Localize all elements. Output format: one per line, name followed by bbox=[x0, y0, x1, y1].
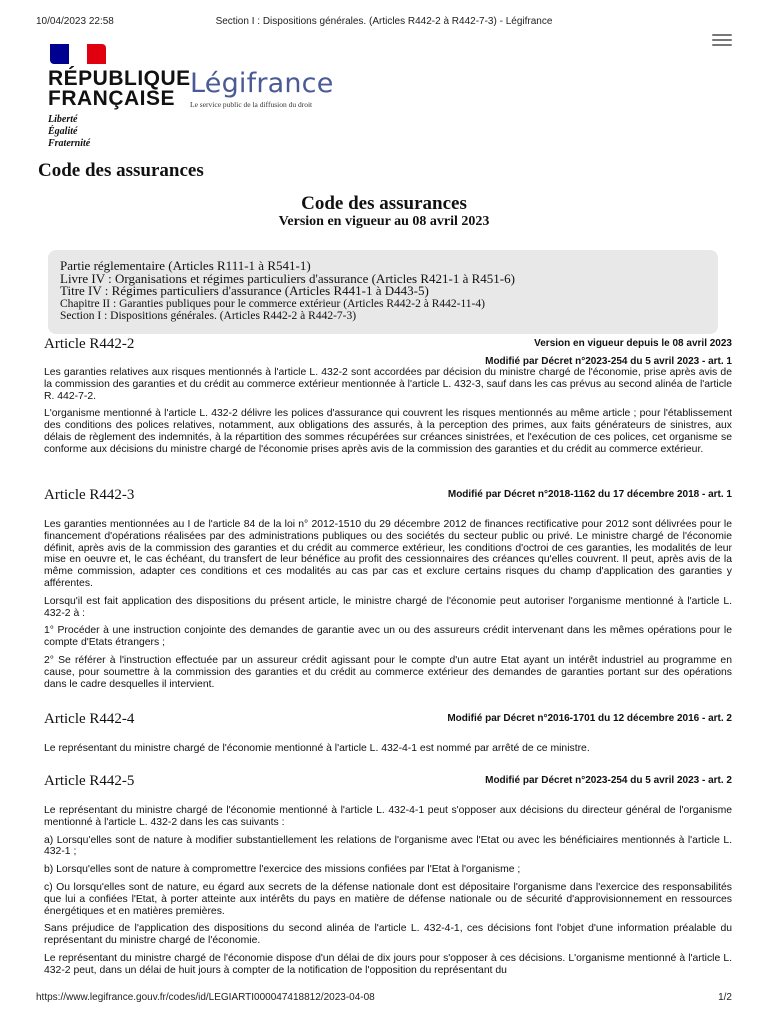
rf-wordmark: RÉPUBLIQUE FRANÇAISE bbox=[48, 67, 191, 110]
article-paragraph: Le représentant du ministre chargé de l'économie mentionné à l'article L. 432-4-1 est nommé par arrêté de ce ministre. bbox=[44, 743, 590, 754]
article-title: Article R442-2 bbox=[44, 336, 135, 352]
article-title: Article R442-5 bbox=[44, 773, 135, 789]
article-paragraph: b) Lorsqu'elles sont de nature à compromettre l'exercice des missions confiées par l'Etat à l'organisme ; bbox=[44, 864, 521, 876]
article-paragraph: Sans préjudice de l'application des dispositions du second alinéa de l'article L. 432-4-1, ces décisions font l'objet d'une information préalable du représentant du ministre chargé de l'économie. bbox=[44, 923, 732, 947]
print-footer bbox=[36, 992, 732, 1003]
print-header bbox=[36, 16, 732, 27]
article-paragraph: 1° Procéder à une instruction conjointe des demandes de garantie avec un ou des assureurs crédit intervenant dans les mêmes opérations pour le compte d'Etats étrangers ; bbox=[44, 625, 732, 649]
breadcrumb-item-livre[interactable]: Livre IV : Organisations et régimes particuliers d'assurance (Articles R421-1 à R451-6) bbox=[60, 270, 515, 286]
site-tagline: Le service public de la diffusion du droit bbox=[190, 100, 313, 109]
article bbox=[44, 773, 732, 977]
article-title: Article R442-4 bbox=[44, 711, 135, 727]
breadcrumb-item-chapitre[interactable]: Chapitre II : Garanties publiques pour le commerce extérieur (Articles R442-2 à R442-11-4) bbox=[60, 297, 485, 310]
legifrance-logo[interactable] bbox=[190, 68, 334, 109]
article-modified-link[interactable]: Modifié par Décret n°2018-1162 du 17 décembre 2018 - art. 1 bbox=[447, 489, 732, 500]
article-paragraph: L'organisme mentionné à l'article L. 432-2 délivre les polices d'assurance qui couvrent les risques mentionnés au même article ; pour l'établissement des conditions des polices relatives, notamment, aux obligations des assurés, à la perception des primes, aux faits générateurs de sinistres, aux délais de règlement des indemnités, à la répartition des sommes récupérées sur créances sinistrées, et l'exécution de ces polices, cet organisme se conforme aux décisions du ministre chargé de l'économie prises après avis de la commission des garanties et du crédit au commerce extérieur. bbox=[44, 408, 732, 455]
article-paragraph: c) Ou lorsqu'elles sont de nature, eu égard aux secrets de la défense nationale dont est dépositaire l'organisme dans l'exercice des responsabilités que lui a confiées l'Etat, à porter atteinte aux intérêts du pays en matière de défense nationale ou de sécurité d'approvisionnement en ressources énergétiques et en matières premières. bbox=[44, 881, 732, 917]
print-page-number: 1/2 bbox=[718, 992, 732, 1003]
site-name: Légifrance bbox=[190, 68, 334, 99]
article-title: Article R442-3 bbox=[44, 487, 135, 503]
document-version: Version en vigueur au 08 avril 2023 bbox=[278, 214, 490, 229]
article bbox=[44, 336, 732, 462]
article-paragraph: 2° Se référer à l'instruction effectuée par un assureur crédit agissant pour le compte d'un autre Etat ayant un intérêt industriel au programme en cause, pour soumettre à la commission des garanties et du crédit au commerce extérieur des demandes de garanties portant sur des opérations dans le cadre desquelles il intervient. bbox=[44, 654, 732, 690]
article-paragraph: a) Lorsqu'elles sont de nature à modifier substantiellement les relations de l'organisme avec l'Etat ou avec les bénéficiaires mentionnés à l'article L. 432-1 ; bbox=[44, 834, 732, 858]
devise: Liberté Égalité Fraternité bbox=[48, 114, 91, 149]
document-title: Code des assurances bbox=[301, 193, 467, 214]
article-version: Version en vigueur depuis le 08 avril 2023 bbox=[534, 338, 732, 349]
article-paragraph: Lorsqu'il est fait application des dispositions du présent article, le ministre chargé de l'économie peut autoriser l'organisme mentionné à l'article L. 432-2 à : bbox=[44, 595, 732, 619]
article-paragraph: Le représentant du ministre chargé de l'économie dispose d'un délai de dix jours pour s'opposer à ces décisions. L'organisme mentionné à l'article L. 432-2 peut, dans un délai de huit jours à compter de la notification de l'opposition du représentant du bbox=[44, 952, 732, 976]
article-modified-link[interactable]: Modifié par Décret n°2016-1701 du 12 décembre 2016 - art. 2 bbox=[447, 713, 732, 724]
breadcrumb-item-partie[interactable]: Partie réglementaire (Articles R111-1 à R541-1) bbox=[60, 258, 311, 273]
article-paragraph: Les garanties mentionnées au I de l'article 84 de la loi n° 2012-1510 du 29 décembre 2012 de finances rectificative pour 2012 sont délivrées pour le financement d'opérations réalisées par des administrations publiques ou des sociétés du secteur public ou privé. Le ministre chargé de l'économie définit, après avis de la commission des garanties et du crédit au commerce extérieur, les conditions d'octroi de ces garanties, les modalités de leur mise en oeuvre et, le cas échéant, du transfert de leur bénéfice au profit des cessionnaires des créances qu'elles couvrent. Il peut, après avis de la même commission, adapter ces conditions et ces modalités au cas par cas et exclure certains risques du champ d'application des garanties y afférentes. bbox=[44, 519, 732, 589]
article-modified-link[interactable]: Modifié par Décret n°2023-254 du 5 avril 2023 - art. 1 bbox=[485, 356, 732, 367]
breadcrumb-item-titre[interactable]: Titre IV : Régimes particuliers d'assurance (Articles R441-1 à D443-5) bbox=[60, 283, 429, 298]
print-page-title: Section I : Dispositions générales. (Articles R442-2 à R442-7-3) - Légifrance bbox=[215, 16, 553, 27]
print-datetime: 10/04/2023 22:58 bbox=[36, 16, 114, 27]
marianne-flag-icon bbox=[50, 44, 106, 64]
breadcrumb bbox=[48, 250, 718, 334]
breadcrumb-item-section[interactable]: Section I : Dispositions générales. (Articles R442-2 à R442-7-3) bbox=[60, 310, 357, 322]
code-heading: Code des assurances bbox=[38, 160, 204, 181]
article-paragraph: Le représentant du ministre chargé de l'économie mentionné à l'article L. 432-4-1 peut s'opposer aux décisions du directeur général de l'organisme mentionné à l'article L. 432-2 dans les cas suivants : bbox=[44, 805, 732, 828]
article-modified-link[interactable]: Modifié par Décret n°2023-254 du 5 avril 2023 - art. 2 bbox=[485, 775, 732, 786]
menu-icon[interactable] bbox=[712, 34, 732, 46]
print-url: https://www.legifrance.gouv.fr/codes/id/LEGIARTI000047418812/2023-04-08 bbox=[36, 992, 375, 1003]
republique-francaise-logo[interactable] bbox=[48, 44, 191, 150]
article bbox=[44, 711, 732, 761]
article-paragraph: Les garanties relatives aux risques mentionnés à l'article L. 432-2 sont accordées par décision du ministre chargé de l'économie, prise après avis de la commission des garanties et du crédit au commerce extérieur mentionnée à l'article L. 432-3, sauf dans les cas prévus au second alinéa de l'article R. 442-7-2. bbox=[44, 367, 732, 402]
article bbox=[44, 487, 732, 696]
